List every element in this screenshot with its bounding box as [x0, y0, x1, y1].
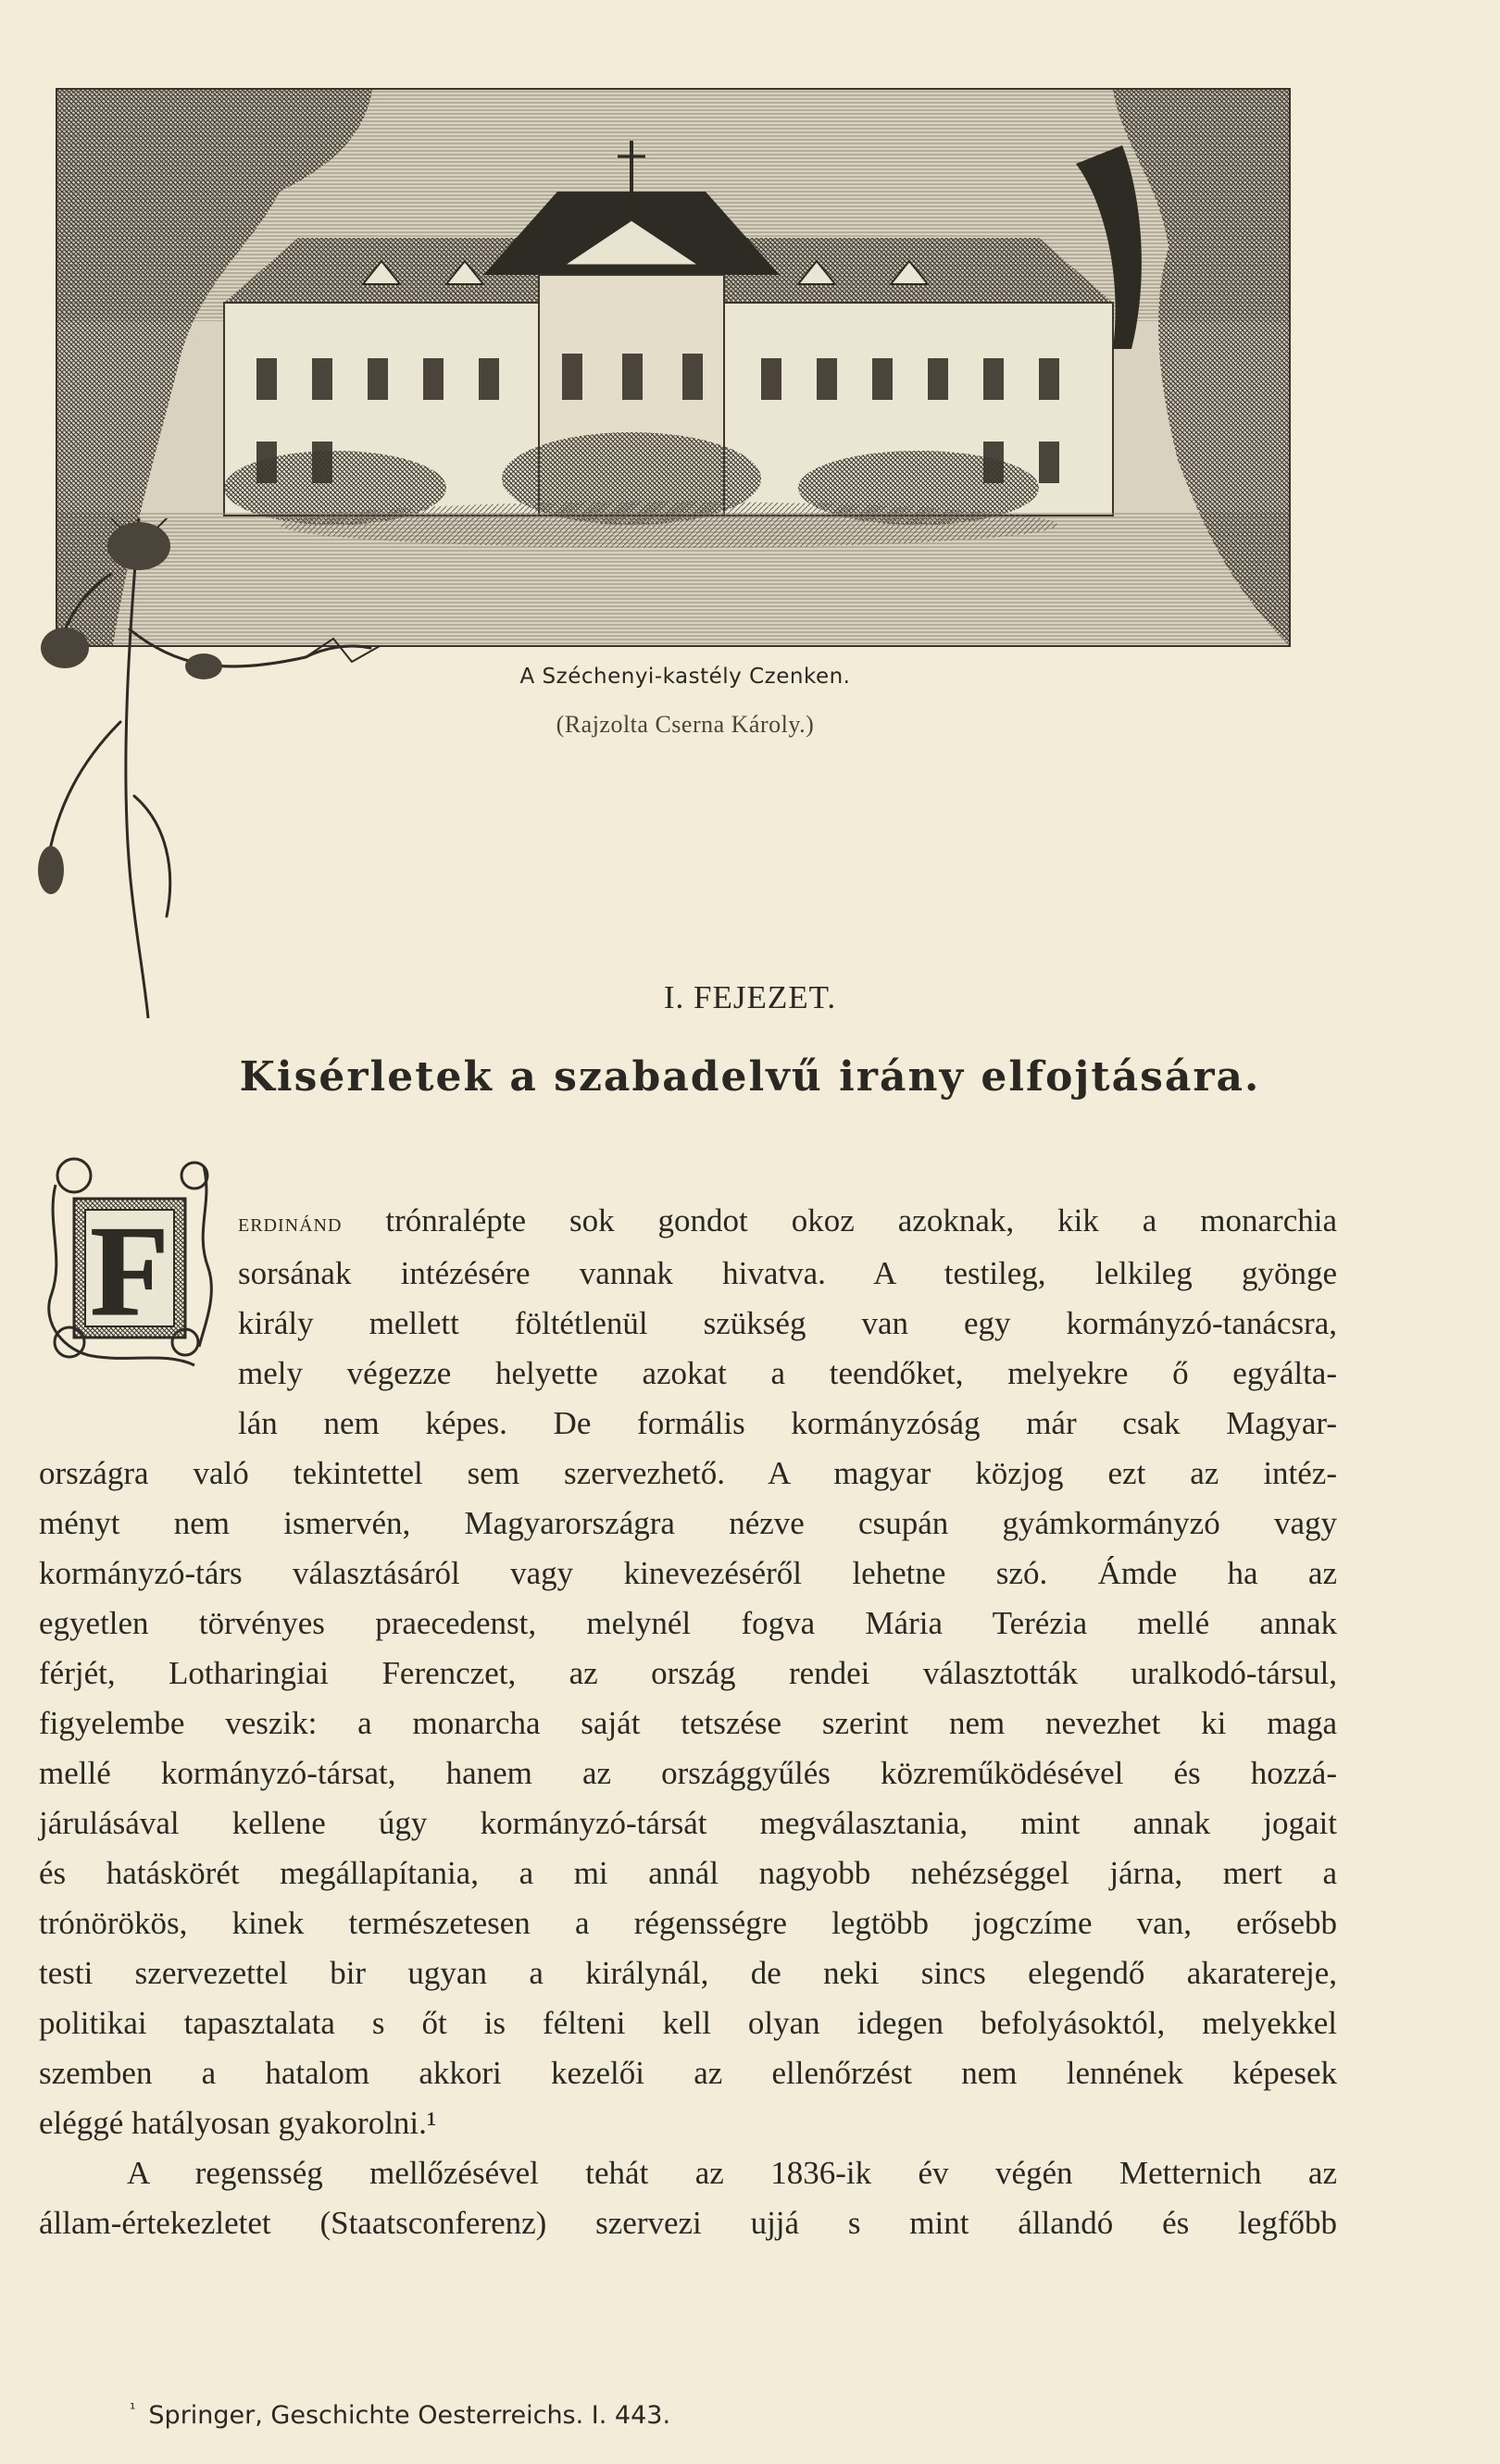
- text-line: [39, 1699, 1337, 1748]
- text-line: [39, 1196, 1337, 1249]
- text-line-content: testi szervezettel bir ugyan a királynál, de neki sincs elegendő akaratereje,: [39, 1955, 1337, 1991]
- text-line: [39, 1998, 1337, 2048]
- text-line-content: sorsának intézésére vannak hivatva. A testileg, lelkileg gyönge: [238, 1255, 1337, 1291]
- chapter-subtitle: Kisérletek a szabadelvű irány elfojtására.: [239, 1053, 1261, 1101]
- text-line: [39, 1748, 1337, 1798]
- text-line-content: A regensség mellőzésével tehát az 1836-ik év végén Metternich az: [127, 2155, 1337, 2191]
- text-line-content: politikai tapasztalata s őt is félteni kell olyan idegen befolyásoktól, melyekkel: [39, 2005, 1337, 2041]
- footnote-text: Springer, Geschichte Oesterreichs. I. 443.: [148, 2401, 671, 2430]
- text-line-content: trónralépte sok gondot okoz azoknak, kik a monarchia: [342, 1202, 1337, 1238]
- text-line-content: állam-értekezletet (Staatsconferenz) szervezi ujjá s mint állandó és legfőbb: [39, 2205, 1337, 2241]
- text-line: [39, 1499, 1337, 1549]
- text-line: [39, 1549, 1337, 1599]
- text-line: [39, 1599, 1337, 1649]
- text-line-content: kormányzó-társ választásáról vagy kinevezéséről lehetne szó. Ámde ha az: [39, 1555, 1337, 1591]
- footnote: [130, 2400, 670, 2430]
- text-line: [39, 1449, 1337, 1499]
- text-line: [39, 2148, 1337, 2198]
- text-line-content: mellé kormányzó-társat, hanem az országgyűlés közreműködésével és hozzá-: [39, 1755, 1337, 1791]
- text-line: [39, 1399, 1337, 1449]
- illustration-caption-credit: (Rajzolta Cserna Károly.): [556, 711, 815, 738]
- text-line-content: járulásával kellene úgy kormányzó-társát megválasztania, mint annak jogait: [39, 1805, 1337, 1841]
- text-line: [39, 1649, 1337, 1699]
- text-line: [39, 1948, 1337, 1998]
- illustration-caption-title: A Széchenyi-kastély Czenken.: [519, 665, 851, 689]
- text-line-content: mely végezze helyette azokat a teendőket, melyekre ő egyálta-: [238, 1355, 1337, 1391]
- chapter-heading: I. FEJEZET.: [663, 979, 837, 1015]
- text-line-content: és hatáskörét megállapítania, a mi annál nagyobb nehézséggel járna, mert a: [39, 1855, 1337, 1891]
- text-line: [39, 1898, 1337, 1948]
- thistle-flourish: [28, 518, 417, 1018]
- footnote-marker: ¹: [130, 2400, 136, 2418]
- drop-cap-letter: F: [90, 1200, 169, 1343]
- text-line: [39, 1299, 1337, 1349]
- text-line: [39, 1349, 1337, 1399]
- text-line: [39, 2098, 1337, 2148]
- text-line-content: szemben a hatalom akkori kezelői az ellenőrzést nem lennének képesek: [39, 2055, 1337, 2091]
- text-line-content: király mellett föltétlenül szükség van egy kormányzó-tanácsra,: [238, 1305, 1337, 1341]
- text-line-content: ményt nem ismervén, Magyarországra nézve csupán gyámkormányzó vagy: [39, 1505, 1337, 1541]
- text-line: [39, 2198, 1337, 2248]
- text-line: [39, 2048, 1337, 2098]
- text-line-content: országra való tekintettel sem szervezhető. A magyar közjog ezt az intéz-: [39, 1455, 1337, 1491]
- body-text: [39, 1196, 1337, 2248]
- text-line-content: lán nem képes. De formális kormányzóság már csak Magyar-: [238, 1405, 1337, 1441]
- text-line: [39, 1848, 1337, 1898]
- text-line: [39, 1798, 1337, 1848]
- text-line: [39, 1249, 1337, 1299]
- text-line-content: eléggé hatályosan gyakorolni.¹: [39, 2105, 437, 2141]
- text-line-content: figyelembe veszik: a monarcha saját tetszése szerint nem nevezhet ki maga: [39, 1705, 1337, 1741]
- text-line-content: férjét, Lotharingiai Ferenczet, az ország rendei választották uralkodó-társul,: [39, 1655, 1337, 1691]
- text-line-content: trónörökös, kinek természetesen a régensségre legtöbb jogczíme van, erősebb: [39, 1905, 1337, 1941]
- small-caps-lead: erdinánd: [238, 1209, 343, 1238]
- text-line-content: egyetlen törvényes praecedenst, melynél fogva Mária Terézia mellé annak: [39, 1605, 1337, 1641]
